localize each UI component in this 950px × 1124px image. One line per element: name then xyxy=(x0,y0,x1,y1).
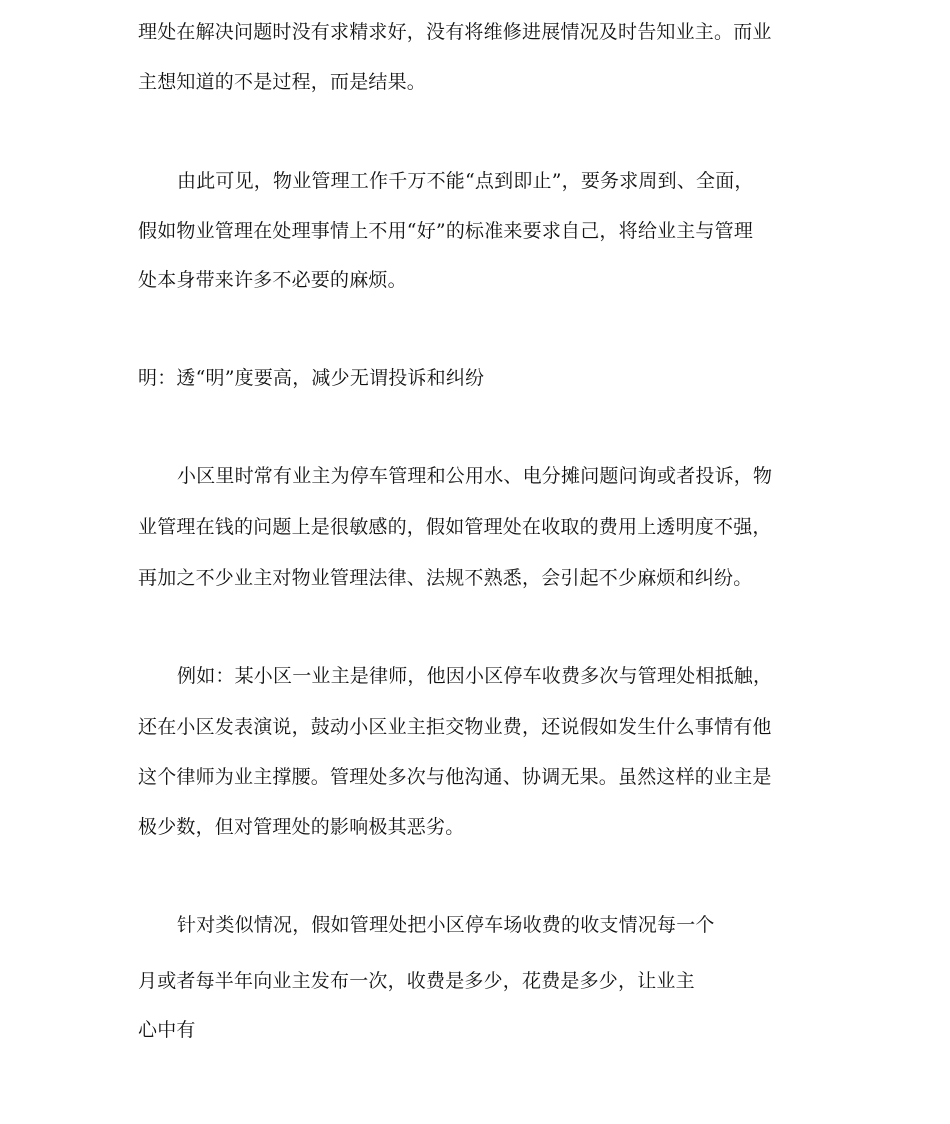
text-line: 心中有 xyxy=(138,1019,196,1041)
text-line: 还在小区发表演说，鼓动小区业主拒交物业费，还说假如发生什么事情有他 xyxy=(138,716,772,738)
paragraph-first-line: 针对类似情况，假如管理处把小区停车场收费的收支情况每一个 xyxy=(177,914,715,936)
paragraph-first-line: 由此可见，物业管理工作千万不能“点到即止”，要务求周到、全面， xyxy=(177,170,754,192)
text-line: 再加之不少业主对物业管理法律、法规不熟悉，会引起不少麻烦和纠纷。 xyxy=(138,567,753,589)
text-line: 理处在解决问题时没有求精求好，没有将维修进展情况及时告知业主。而业 xyxy=(138,21,772,43)
text-line: 极少数，但对管理处的影响极其恶劣。 xyxy=(138,816,465,838)
paragraph-first-line: 小区里时常有业主为停车管理和公用水、电分摊问题问询或者投诉，物 xyxy=(177,465,773,487)
paragraph-first-line: 例如：某小区一业主是律师，他因小区停车收费多次与管理处相抵触， xyxy=(177,665,773,687)
text-line: 这个律师为业主撑腰。管理处多次与他沟通、协调无果。虽然这样的业主是 xyxy=(138,766,772,788)
section-heading: 明：透“明”度要高，减少无谓投诉和纠纷 xyxy=(138,367,485,389)
text-line: 业管理在钱的问题上是很敏感的，假如管理处在收取的费用上透明度不强， xyxy=(138,516,772,538)
text-line: 月或者每半年向业主发布一次，收费是多少，花费是多少，让业主 xyxy=(138,970,695,992)
text-line: 假如物业管理在处理事情上不用“好”的标准来要求自己，将给业主与管理 xyxy=(138,220,754,242)
text-line: 处本身带来许多不必要的麻烦。 xyxy=(138,269,407,291)
text-line: 主想知道的不是过程，而是结果。 xyxy=(138,71,427,93)
